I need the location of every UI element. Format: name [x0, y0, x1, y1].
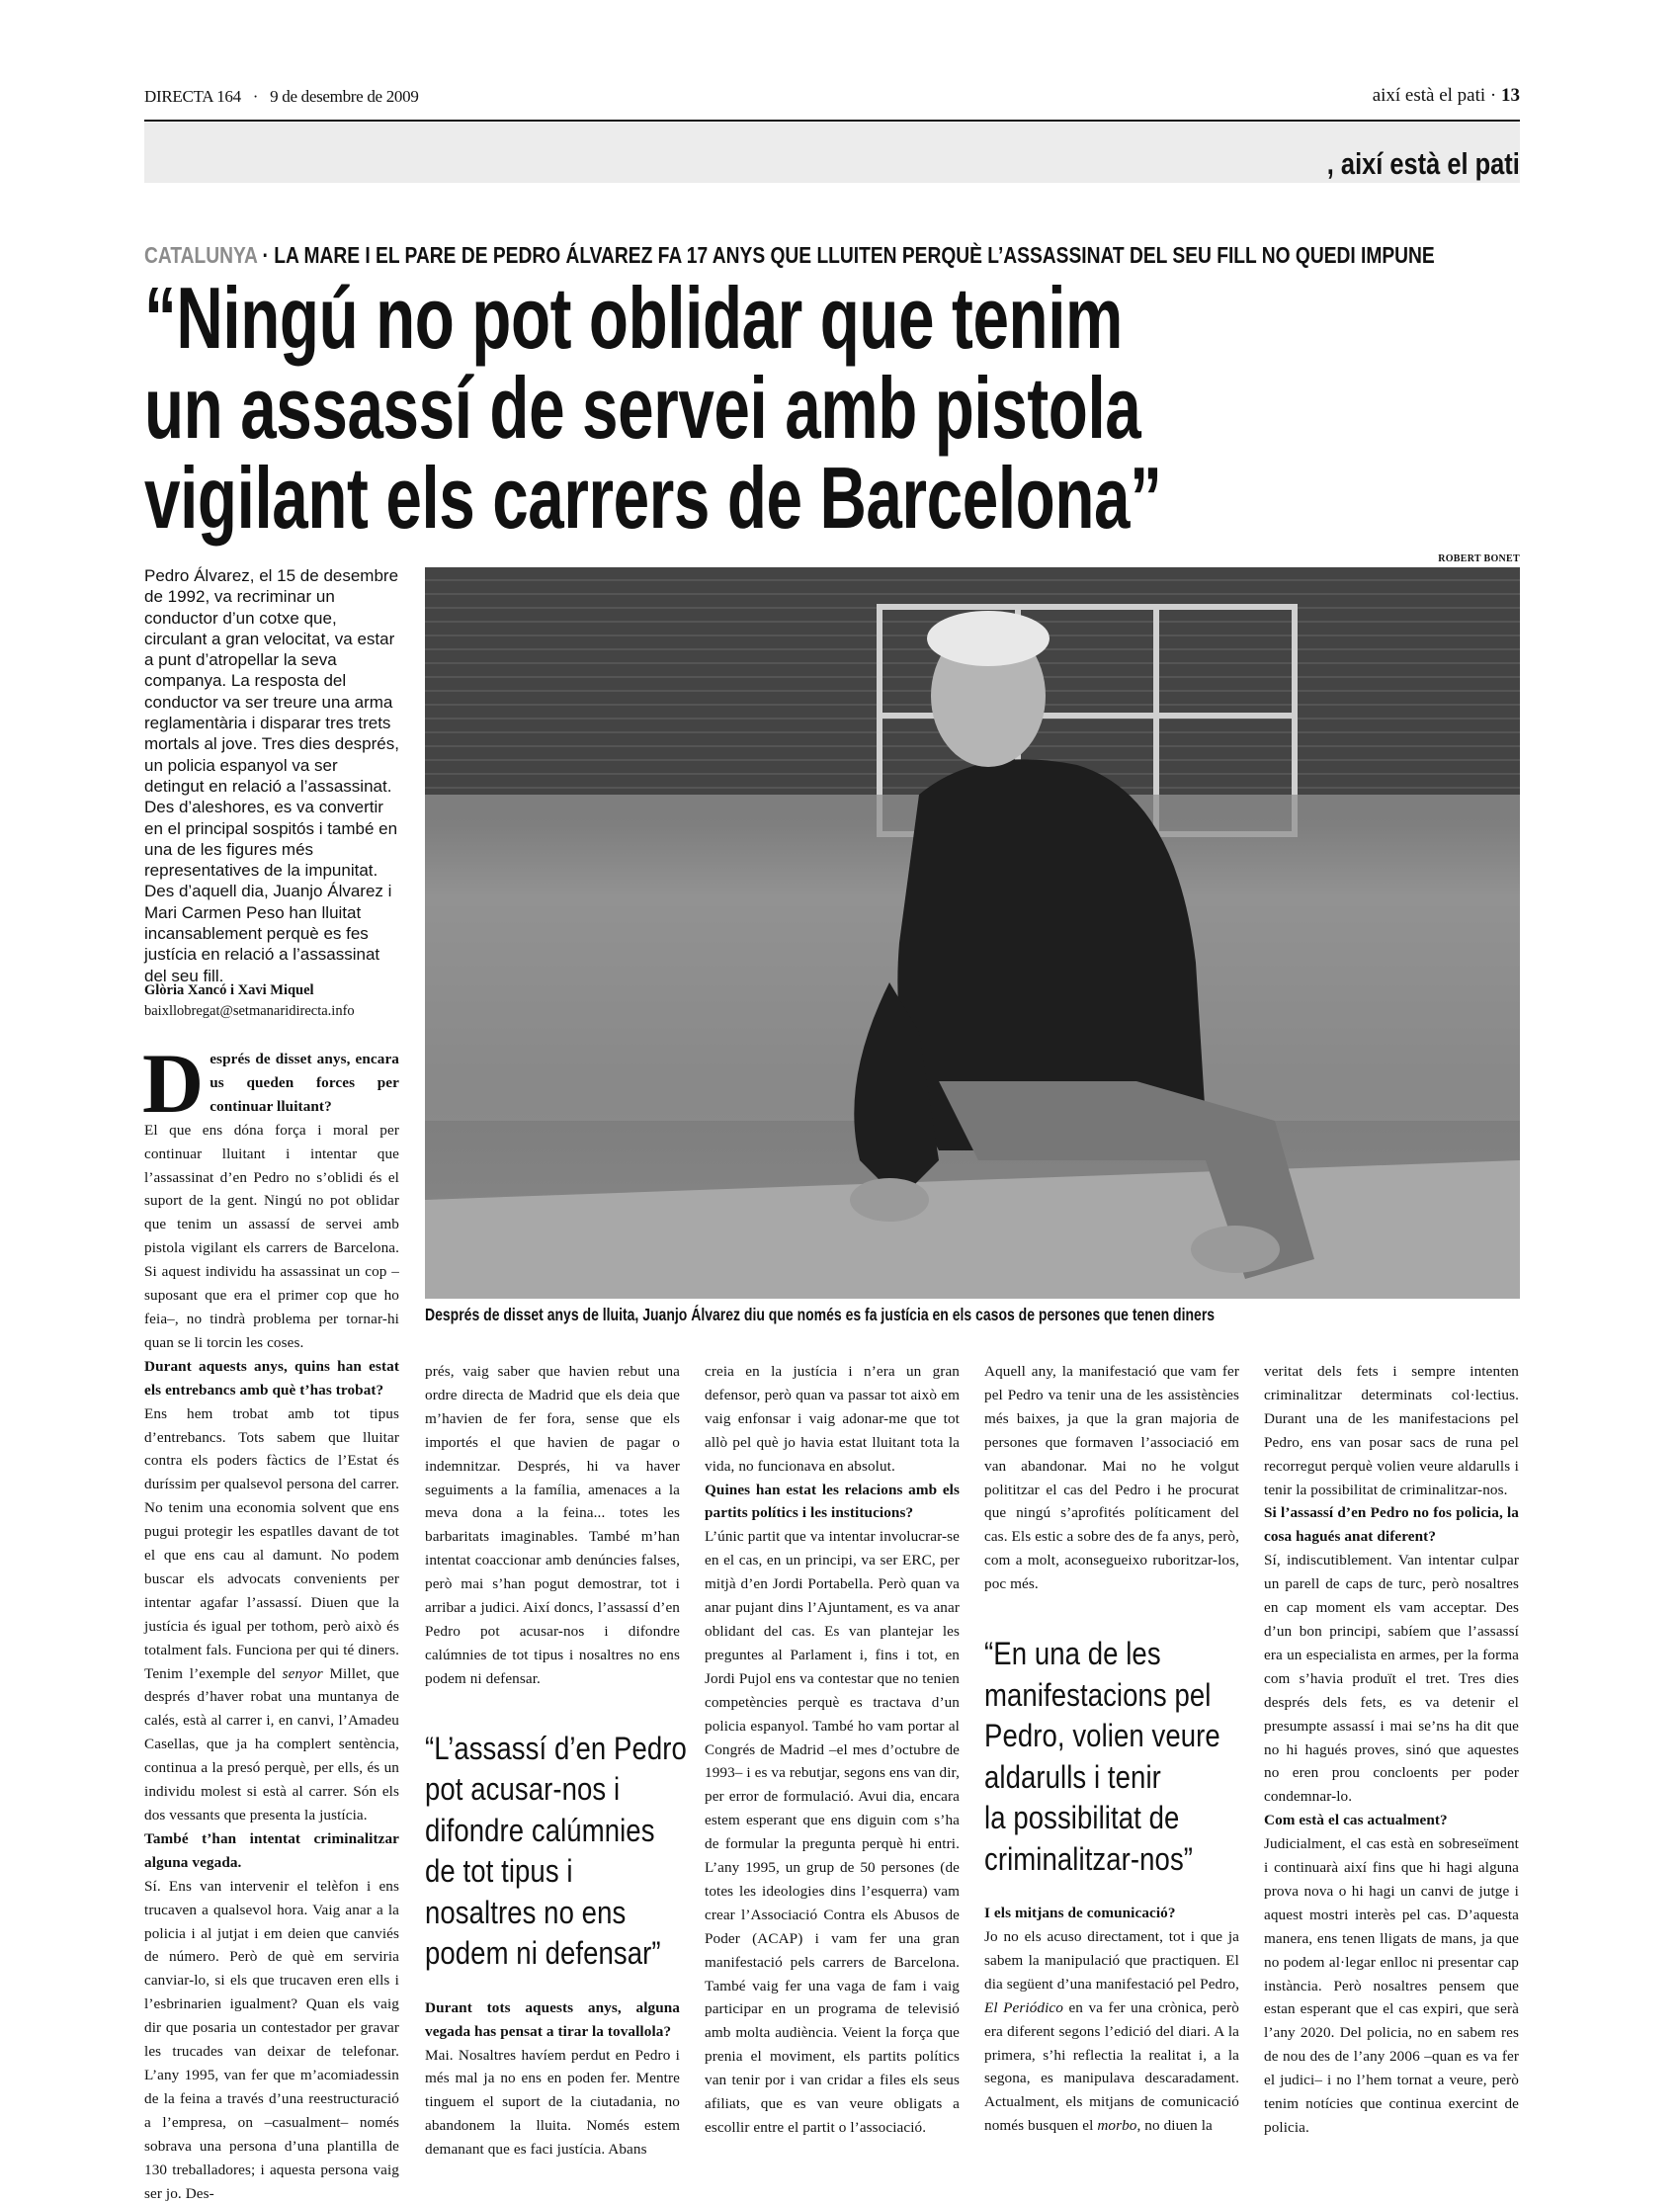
photo-image [425, 567, 1520, 1299]
headline-line: un assassí de servei amb pistola [144, 359, 1141, 457]
photo-credit: ROBERT BONET [1438, 553, 1520, 564]
byline-email[interactable]: baixllobregat@setmanaridirecta.info [144, 1003, 355, 1019]
section-name: així està el pati [1372, 85, 1486, 106]
interview-question: Durant aquests anys, quins han estat els entrebancs amb què t’has trobat? [144, 1357, 399, 1399]
answer-text: Ens hem trobat amb tot tipus d’entrebancs. Tots sabem que lluitar contra els poders fàctics de l’Estat és duríssim per qualsevol persona del carrer. No tenim una economia solvent que ens pugui protegir les espatlles davant de tot el que ens cau al damunt. No podem buscar els advocats convenients per intentar agafar l’assassí. Diuen que la justícia és igual per tothom, però això és totalment fals. Funciona per qui té diners. Tenim l’exemple del [144, 1404, 399, 1682]
pull-quote-line: la possibilitat de [984, 1800, 1180, 1836]
interview-answer: Sí, indiscutiblement. Van intentar culpar un parell de caps de turc, però nosaltres en cap moment els vam acceptar. Des d’un bon principi, sabíem que l’assassí era un especialista en armes, per la forma com s’havia produït el tret. Tres dies després dels fets, es va detenir el presumpte assassí i mai se’ns ha dit que no hi hagués proves, sinó que aquestes no eren prou concloents per poder condemnar-lo. [1264, 1552, 1519, 1806]
byline [144, 980, 411, 1022]
body-column-1 [142, 1036, 399, 2205]
interview-answer: Aquell any, la manifestació que vam fer pel Pedro va tenir una de les assistències més baixes, ja que la gran majoria de persones que formaven l’associació em van abandonar. Mai no he volgut polititzar el cas del Pedro i he procurat que ningú s’aprofités políticament del cas. Els estic a sobre des de fa anys, però, com a molt, aconsegueixo ruboritzar-los, poc més. [984, 1363, 1239, 1593]
interview-answer: El que ens dóna força i moral per continuar lluitant i intentar que l’assassinat d’en Pedro no s’oblidi és el suport de la gent. Ningú no pot oblidar que tenim un assassí de servei amb pistola vigilant els carrers de Barcelona. Si aquest individu ha assassinat un cop –suposant que era el primer cop que ho feia–, no tindrà problema per tornar-hi quan se li torcin les coses. [144, 1121, 399, 1351]
body-column-4 [984, 1360, 1239, 2138]
interview-answer: Mai. Nosaltres havíem perdut en Pedro i més mal ja no ens en poden fer. Mentre tinguem el suport de la ciutadania, no abandonem la lluita. Només estem demanant que es faci justícia. Abans [425, 2046, 680, 2159]
page-number: 13 [1501, 85, 1520, 106]
publication-issue: DIRECTA 164 [144, 87, 241, 106]
pull-quote-line: nosaltres no ens [425, 1894, 627, 1930]
body-column-5 [1264, 1360, 1519, 2140]
interview-question: Si l’assassí d’en Pedro no fos policia, la cosa hagués anat diferent? [1264, 1504, 1519, 1546]
pull-quote-line: pot acusar-nos i [425, 1771, 621, 1808]
interview-question: esprés de disset anys, encara us queden forces per continuar lluitant? [210, 1051, 399, 1115]
interview-answer: Sí. Ens van intervenir el telèfon i ens trucaven a qualsevol hora. Vaig anar a la policia i al jutjat i em deien que canviés de número. Però de què em serviria canviar-lo, si els que trucaven eren ells i l’esbrinarien igualment? Quan els vaig dir que posaria un contestador per gravar les trucades van deixar de telefonar. L’any 1995, van fer que m’acomiadessin de la feina a través d’una reestructuració a l’empresa, on –casualment– només sobrava una persona d’una plantilla de 130 treballadores; i aquesta persona vaig ser jo. Des- [144, 1877, 399, 2202]
pull-quote-line: aldarulls i tenir [984, 1758, 1161, 1795]
headline-line: vigilant els carrers de Barcelona” [144, 449, 1162, 547]
pull-quote-line: podem ni defensar” [425, 1935, 661, 1972]
drop-cap: D [142, 1036, 205, 1131]
headline [144, 269, 1627, 547]
interview-question: Durant tots aquests anys, alguna vegada has pensat a tirar la tovallola? [425, 1998, 680, 2040]
interview-question: I els mitjans de comunicació? [984, 1905, 1176, 1922]
answer-text: , no diuen la [1136, 2117, 1213, 2135]
kicker-text: LA MARE I EL PARE DE PEDRO ÁLVAREZ FA 17 ANYS QUE LLUITEN PERQUÈ L’ASSASSINAT DEL SEU FILL NO QUEDI IMPUNE [274, 242, 1435, 268]
issue-date: 9 de desembre de 2009 [270, 87, 419, 106]
answer-text: en va fer una crònica, però era diferent segons l’edició del diari. A la primera, s’hi reflectia la realitat i, a la segona, es manipulava descaradament. Actualment, els mitjans de comunicació només busquen el [984, 1998, 1239, 2135]
interview-answer: prés, vaig saber que havien rebut una ordre directa de Madrid que els deia que m’havien de fer fora, sense que els importés el que havien de pagar o indemnitzar. Després, hi va haver seguiments a la família, amenaces a la meva dona a la feina... totes les barbaritats imaginables. També m’han intentat coaccionar amb denúncies falses, però mai s’han pogut demostrar, tot i arribar a judici. Així doncs, l’assassí d’en Pedro pot acusar-nos i difondre calúmnies de tot tipus i nosaltres no ens podem ni defensar. [425, 1363, 680, 1687]
answer-text: Jo no els acuso directament, tot i que ja sabem la manipulació que practiquen. El dia següent d’una manifestació pel Pedro, [984, 1927, 1239, 1993]
pull-quote-line: manifestacions pel [984, 1676, 1212, 1713]
interview-answer: L’únic partit que va intentar involucrar-se en el cas, en un principi, va ser ERC, per mitjà d’en Jordi Portabella. Però quan va anar pujant dins l’Ajuntament, es va anar oblidant del cas. Es van plantejar les preguntes al Parlament i, fins i tot, en Jordi Pujol ens va contestar que no tenien competències perquè es tractava d’un policia espanyol. També ho vam portar al Congrés de Madrid –el mes d’octubre de 1993– i es va rebutjar, segons ens van dir, per error de formulació. Avui dia, encara estem esperant que ens diguin com s’ha de formular la pregunta perquè hi entri. L’any 1995, un grup de 50 persones (de totes les ideologies dins l’esquerra) vam crear l’Associació Contra els Abusos de Poder (ACAP) i vam fer una gran manifestació pels carrers de Barcelona. També vaig fer una vaga de fam i vaig participar en un programa de televisió amb molta audiència. Veient la força que prenia el moviment, els partits polítics van tenir por i van cridar a files els seus afiliats, que es van veure obligats a escollir entre el partit o l’associació. [705, 1528, 960, 2136]
pull-quote-line: de tot tipus i [425, 1853, 573, 1890]
answer-italic: El Periódico [984, 1998, 1063, 2016]
kicker-category: CATALUNYA [144, 242, 258, 268]
kicker [144, 242, 1435, 269]
header-rule [144, 120, 1520, 122]
body-column-2 [425, 1360, 687, 2162]
section-band [144, 123, 1520, 183]
body-column-3 [705, 1360, 960, 2140]
separator-dot: · [1489, 85, 1497, 106]
pull-quote-line: difondre calúmnies [425, 1812, 655, 1848]
answer-italic: senyor [282, 1664, 323, 1682]
pull-quote-line: “En una de les [984, 1636, 1161, 1672]
pull-quote [984, 1634, 1239, 1880]
section-title: , així està el pati [1327, 146, 1520, 181]
pull-quote-line: “L’assassí d’en Pedro [425, 1730, 687, 1766]
interview-answer: Judicialment, el cas està en sobreseïment i continuarà així fins que hi hagi alguna prova nova o hi hagi un canvi de jutge i aquest mostri interès pel cas. D’aquesta manera, ens tenen lligats de mans, ja que no podem al·legar enlloc ni presentar cap instància. Però nosaltres pensem que estan esperant que el cas expiri, que serà l’any 2020. Del policia, no en sabem res de nou des de l’any 2006 –quan es va fer el judici– i no l’hem tornat a veure, però tenim notícies que continua exercint de policia. [1264, 1835, 1519, 2136]
interview-answer [144, 1402, 399, 1827]
answer-text: Millet, que després d’haver robat una muntanya de calés, està al carrer i, en canvi, l’Amadeu Casellas, que ja ha complert sentència, continua a la presó perquè, per ells, és un individu molest si està al carrer. Són els dos vessants que presenta la justícia. [144, 1664, 399, 1823]
pull-quote-line: criminalitzar-nos” [984, 1840, 1194, 1877]
interview-question: També t’han intentat criminalitzar alguna vegada. [144, 1829, 399, 1871]
pull-quote [425, 1729, 687, 1975]
separator-dot: · [252, 87, 259, 106]
photo [425, 567, 1520, 1299]
photo-caption: Després de disset anys de lluita, Juanjo Álvarez diu que només es fa justícia en els casos de persones que tenen diners [425, 1305, 1216, 1324]
intro-paragraph: Pedro Álvarez, el 15 de desembre de 1992, va recriminar un conductor d’un cotxe que, circulant a gran velocitat, va estar a punt d’atropellar la seva companya. La resposta del conductor va ser treure una arma reglamentària i disparar tres trets mortals al jove. Tres dies després, un policia espanyol va ser detingut en relació a l’assassinat. Des d’aleshores, es va convertir en el principal sospitós i també en una de les figures més representatives de la impunitat. Des d’aquell dia, Juanjo Álvarez i Mari Carmen Peso han lluitat incansablement perquè es fes justícia en relació a l’assassinat del seu fill. [144, 566, 399, 985]
answer-italic: morbo [1097, 2117, 1137, 2135]
interview-answer: veritat dels fets i sempre intenten criminalitzar determinats col·lectius. Durant una de les manifestacions pel Pedro, ens van posar sacs de runa pel recorregut perquè volien veure aldarulls i tenir la possibilitat de criminalitzar-nos. [1264, 1363, 1519, 1498]
interview-question: Quines han estat les relacions amb els partits polítics i les institucions? [705, 1481, 960, 1522]
interview-answer [984, 1925, 1239, 2138]
interview-answer: creia en la justícia i n’era un gran defensor, però quan va passar tot això em vaig enfonsar i vaig adonar-me que tot allò pel què jo havia estat lluitant tota la vida, no funcionava en absolut. [705, 1363, 960, 1475]
kicker-separator: · [257, 242, 275, 268]
byline-authors: Glòria Xancó i Xavi Miquel [144, 982, 314, 998]
running-head-left [144, 87, 419, 107]
pull-quote-line: Pedro, volien veure [984, 1718, 1220, 1754]
interview-question: Com està el cas actualment? [1264, 1812, 1448, 1829]
headline-line: “Ningú no pot oblidar que tenim [144, 269, 1123, 367]
running-head-right [1373, 85, 1520, 107]
